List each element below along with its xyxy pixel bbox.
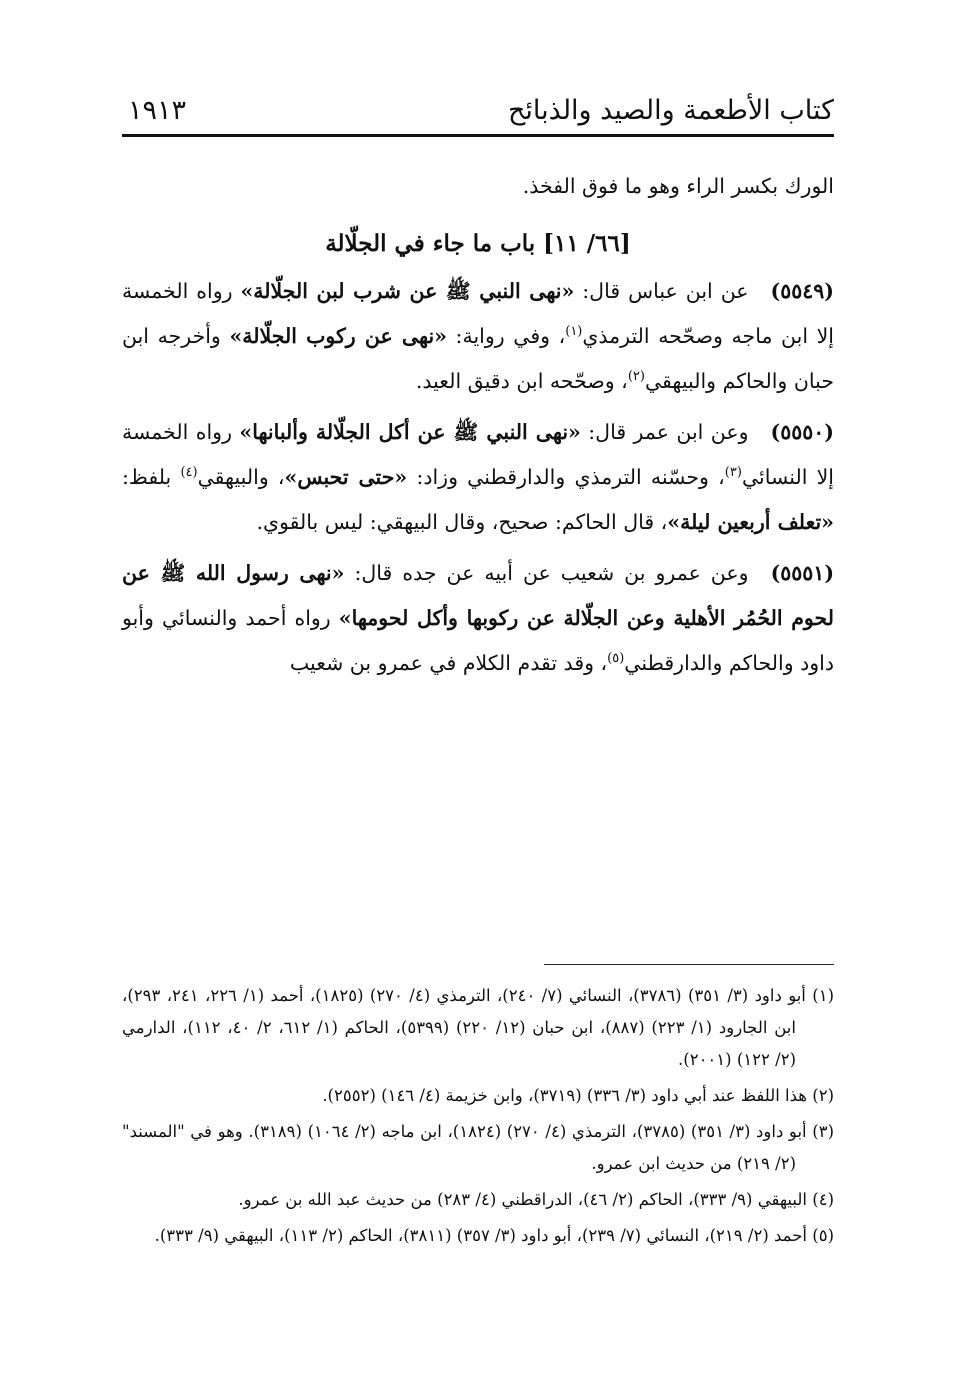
hadith-text: بلفظ: — [122, 465, 181, 489]
hadith-text: وأخرجه ابن حبان والحاكم والبيهقي — [122, 324, 834, 393]
hadith-text: ، وحسّنه الترمذي والدارقطني وزاد: — [407, 465, 725, 489]
hadith-text: رواه أحمد والنسائي وأبو داود والحاكم والدارقطني — [122, 606, 834, 675]
page-number: ١٩١٣ — [128, 95, 187, 126]
footnote-ref: (٥) — [607, 651, 625, 667]
hadith-quote: «نهى رسول الله ﷺ عن لحوم الحُمُر الأهلية وعن الجلّالة عن ركوبها وأكل لحومها» — [122, 561, 834, 630]
footnote-ref: (٢) — [627, 369, 645, 385]
running-title: كتاب الأطعمة والصيد والذبائح — [507, 95, 834, 126]
hadith-text: رواه الخمسة إلا ابن ماجه وصحّحه الترمذي — [122, 279, 834, 348]
hadith-5550 — [122, 410, 834, 545]
hadith-text: ، وفي رواية: — [446, 324, 566, 348]
footnote-ref: (٣) — [724, 465, 742, 481]
hadith-number: (٥٥٥١) — [770, 561, 835, 585]
hadith-text: ، والبيهقي — [197, 465, 285, 489]
intro-line: الورك بكسر الراء وهو ما فوق الفخذ. — [522, 174, 834, 198]
hadith-text: وعن ابن عمر قال: — [580, 420, 749, 444]
hadith-text: رواه الخمسة إلا النسائي — [122, 420, 834, 489]
hadith-quote: «نهى عن ركوب الجلّالة» — [229, 324, 447, 348]
hadith-text: وعن عمرو بن شعيب عن أبيه عن جده قال: — [344, 561, 749, 585]
footnote-2: (٢) هذا اللفظ عند أبي داود (٣/ ٣٣٦) (٣٧١٩)، وابن خزيمة (٤/ ١٤٦) (٢٥٥٢). — [322, 1086, 834, 1105]
hadith-number: (٥٥٥٠) — [770, 420, 834, 444]
footnote-ref: (٤) — [180, 465, 198, 481]
page-header — [122, 92, 834, 132]
hadith-5551 — [122, 551, 834, 686]
footnote-5: (٥) أحمد (٢/ ٢١٩)، النسائي (٧/ ٢٣٩)، أبو داود (٣/ ٣٥٧) (٣٨١١)، الحاكم (٢/ ١١٣)، البيهقي (٩/ ٣٣٣). — [154, 1226, 834, 1245]
hadith-quote: «نهى النبي ﷺ عن شرب لبن الجلّالة» — [240, 279, 575, 303]
footnote-1: (١) أبو داود (٣/ ٣٥١) (٣٧٨٦)، النسائي (٧/ ٢٤٠)، الترمذي (٤/ ٢٧٠) (١٨٢٥)، أحمد (١/ ٢٢٦، ٢٤١، ٢٩٣)، ابن الجارود (١/ ٢٢٣) (٨٨٧)، ابن حبان (١٢/ ٢٢٠) (٥٣٩٩)، الحاكم (١/ ٦١٢، ٢/ ٤٠، ١١٢)، الدارمي (٢/ ١٢٢) (٢٠٠١). — [122, 986, 834, 1069]
hadith-text: ، قال الحاكم: صحيح، وقال البيهقي: ليس بالقوي. — [256, 510, 668, 534]
footnote-separator — [544, 964, 834, 965]
main-text — [122, 164, 834, 692]
book-page — [122, 92, 834, 1382]
header-rule — [122, 134, 834, 137]
chapter-heading: [٦٦/ ١١] باب ما جاء في الجلّالة — [325, 230, 631, 257]
hadith-text: عن ابن عباس قال: — [574, 279, 749, 303]
hadith-number: (٥٥٤٩) — [770, 279, 834, 303]
hadith-text: ، وقد تقدم الكلام في عمرو بن شعيب — [289, 651, 608, 675]
footnote-3: (٣) أبو داود (٣/ ٣٥١) (٣٧٨٥)، الترمذي (٤/ ٢٧٠) (١٨٢٤)، ابن ماجه (٢/ ١٠٦٤) (٣١٨٩). وهو في "المسند" (٢/ ٢١٩) من حديث ابن عمرو. — [122, 1122, 834, 1173]
footnote-ref: (١) — [565, 324, 583, 340]
hadith-text: ، وصحّحه ابن دقيق العيد. — [415, 369, 628, 393]
hadith-quote: «حتى تحبس» — [284, 465, 408, 489]
hadith-quote: «نهى النبي ﷺ عن أكل الجلّالة وألبانها» — [239, 420, 581, 444]
footnotes — [122, 980, 834, 1256]
footnote-4: (٤) البيهقي (٩/ ٣٣٣)، الحاكم (٢/ ٤٦)، الدراقطني (٤/ ٢٨٣) من حديث عبد الله بن عمرو. — [238, 1190, 834, 1209]
hadith-5549 — [122, 269, 834, 404]
hadith-quote: «تعلف أربعين ليلة» — [667, 510, 834, 534]
